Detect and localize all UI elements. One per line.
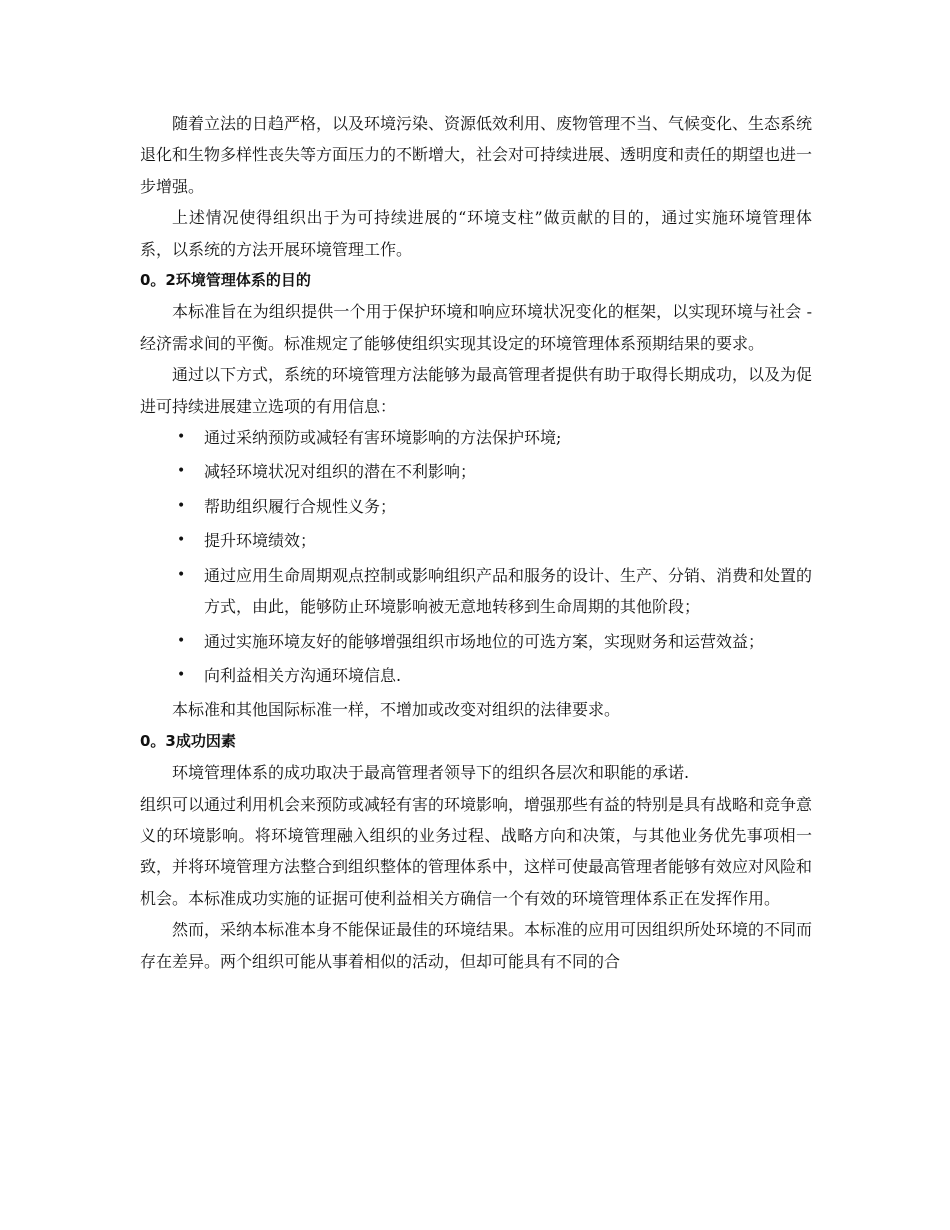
document-page	[140, 108, 812, 977]
list-item	[140, 491, 812, 522]
bullet-icon: •	[177, 497, 186, 514]
section-0-2-heading: 0。2环境管理体系的目的	[140, 271, 311, 290]
list-item-text: 帮助组织履行合规性义务；	[204, 496, 397, 516]
list-item-text: 通过采纳预防或减轻有害环境影响的方法保护环境;	[204, 428, 562, 448]
section-0-3-heading: 0。3成功因素	[140, 731, 236, 750]
bullet-icon: •	[177, 463, 186, 480]
intro-paragraph-1: 随着立法的日趋严格，以及环境污染、资源低效利用、废物管理不当、气候变化、生态系统退化和生物多样性丧失等方面压力的不断增大，社会对可持续进展、透明度和责任的期望也进一步增强。	[140, 114, 813, 196]
section-0-3-paragraph-2: 组织可以通过利用机会来预防或减轻有害的环境影响，增强那些有益的特别是具有战略和竞争意义的环境影响。将环境管理融入组织的业务过程、战略方向和决策，与其他业务优先事项相一致，并将环境管理方法整合到组织整体的管理体系中，这样可使最高管理者能够有效应对风险和机会。本标准成功实施的证据可使利益相关方确信一个有效的环境管理体系正在发挥作用。	[140, 794, 813, 908]
section-0-2-paragraph-2: 通过以下方式，系统的环境管理方法能够为最高管理者提供有助于取得长期成功，以及为促进可持续进展建立选项的有用信息：	[140, 365, 813, 416]
bullet-icon: •	[177, 566, 186, 583]
list-item	[140, 456, 812, 487]
list-item	[140, 560, 812, 623]
bullet-icon: •	[177, 666, 186, 683]
list-item	[140, 626, 812, 657]
list-item	[140, 660, 812, 691]
list-item-text: 通过实施环境友好的能够增强组织市场地位的可选方案，实现财务和运营效益；	[204, 631, 765, 651]
list-item-text: 减轻环境状况对组织的潜在不利影响；	[204, 462, 477, 482]
list-item-text: 通过应用生命周期观点控制或影响组织产品和服务的设计、生产、分销、消费和处置的方式，由此，能够防止环境影响被无意地转移到生命周期的其他阶段；	[204, 565, 813, 617]
section-0-2-paragraph-1: 本标准旨在为组织提供一个用于保护环境和响应环境状况变化的框架，以实现环境与社会 - 经济需求间的平衡。标准规定了能够使组织实现其设定的环境管理体系预期结果的要求。	[140, 302, 812, 353]
list-item	[140, 525, 812, 556]
list-item-text: 提升环境绩效；	[204, 531, 317, 551]
benefits-list	[140, 422, 812, 691]
section-0-3-paragraph-1: 环境管理体系的成功取决于最高管理者领导下的组织各层次和职能的承诺.	[172, 763, 690, 783]
list-item-text: 向利益相关方沟通环境信息.	[204, 665, 402, 685]
intro-paragraph-2: 上述情况使得组织出于为可持续进展的“环境支柱”做贡献的目的，通过实施环境管理体系，以系统的方法开展环境管理工作。	[140, 208, 812, 259]
bullet-icon: •	[177, 429, 186, 446]
list-item	[140, 422, 812, 453]
section-0-2-paragraph-3: 本标准和其他国际标准一样，不增加或改变对组织的法律要求。	[172, 700, 621, 720]
section-0-3-paragraph-3: 然而，采纳本标准本身不能保证最佳的环境结果。本标准的应用可因组织所处环境的不同而存在差异。两个组织可能从事着相似的活动，但却可能具有不同的合	[140, 920, 813, 971]
bullet-icon: •	[177, 632, 186, 649]
bullet-icon: •	[177, 532, 186, 549]
